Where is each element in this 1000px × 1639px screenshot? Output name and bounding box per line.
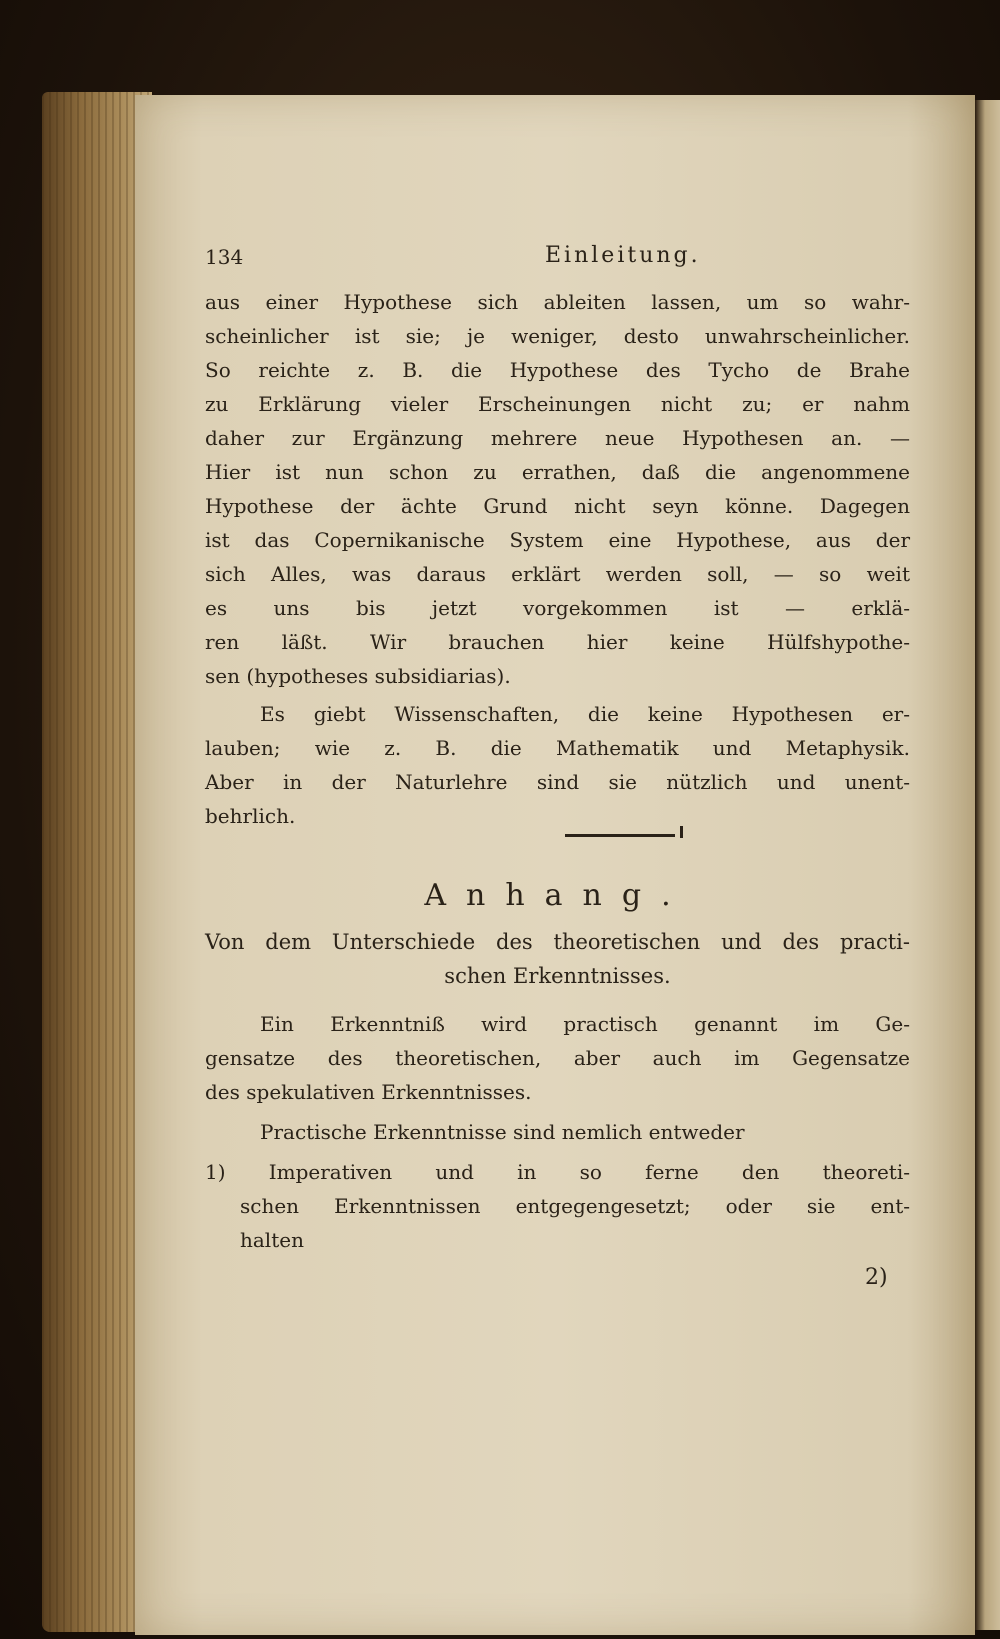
text-line: zu Erklärung vieler Erscheinungen nicht zu; er nahm: [205, 392, 910, 416]
list-item-line: schen Erkenntnissen entgegengesetzt; oder sie ent-: [240, 1194, 910, 1218]
text-line: daher zur Ergänzung mehrere neue Hypothesen an. —: [205, 426, 910, 450]
text-line: des spekulativen Erkenntnisses.: [205, 1080, 532, 1104]
list-item-line: 1) Imperativen und in so ferne den theoreti-: [205, 1160, 910, 1184]
section-subtitle-line: Von dem Unterschiede des theoretischen und des practi-: [205, 930, 910, 954]
facing-page-edge: [975, 100, 1000, 1630]
text-line: ren läßt. Wir brauchen hier keine Hülfshypothe-: [205, 630, 910, 654]
text-line: aus einer Hypothese sich ableiten lassen, um so wahr-: [205, 290, 910, 314]
section-title: Anhang.: [424, 878, 691, 913]
running-head: Einleitung.: [545, 243, 701, 268]
text-line: So reichte z. B. die Hypothese des Tycho de Brahe: [205, 358, 910, 382]
text-line: Ein Erkenntniß wird practisch genannt im Ge-: [260, 1012, 910, 1036]
text-line: Es giebt Wissenschaften, die keine Hypothesen er-: [260, 702, 910, 726]
rule-mark: [680, 826, 683, 838]
text-line: Practische Erkenntnisse sind nemlich entweder: [260, 1120, 745, 1144]
page-number: 134: [205, 245, 244, 269]
text-line: sich Alles, was daraus erklärt werden soll, — so weit: [205, 562, 910, 586]
text-line: Hier ist nun schon zu errathen, daß die angenommene: [205, 460, 910, 484]
text-line: gensatze des theoretischen, aber auch im Gegensatze: [205, 1046, 910, 1070]
text-line: ist das Copernikanische System eine Hypothese, aus der: [205, 528, 910, 552]
text-line: es uns bis jetzt vorgekommen ist — erklä-: [205, 596, 910, 620]
list-item-line: halten: [240, 1228, 304, 1252]
text-line: Hypothese der ächte Grund nicht seyn könne. Dagegen: [205, 494, 910, 518]
section-subtitle-line: schen Erkenntnisses.: [444, 964, 671, 988]
text-line: lauben; wie z. B. die Mathematik und Metaphysik.: [205, 736, 910, 760]
text-line: scheinlicher ist sie; je weniger, desto unwahrscheinlicher.: [205, 324, 910, 348]
text-line: sen (hypotheses subsidiarias).: [205, 664, 511, 688]
catchword: 2): [865, 1265, 888, 1290]
text-line: Aber in der Naturlehre sind sie nützlich und unent-: [205, 770, 910, 794]
section-rule: [565, 834, 675, 837]
text-line: behrlich.: [205, 804, 296, 828]
